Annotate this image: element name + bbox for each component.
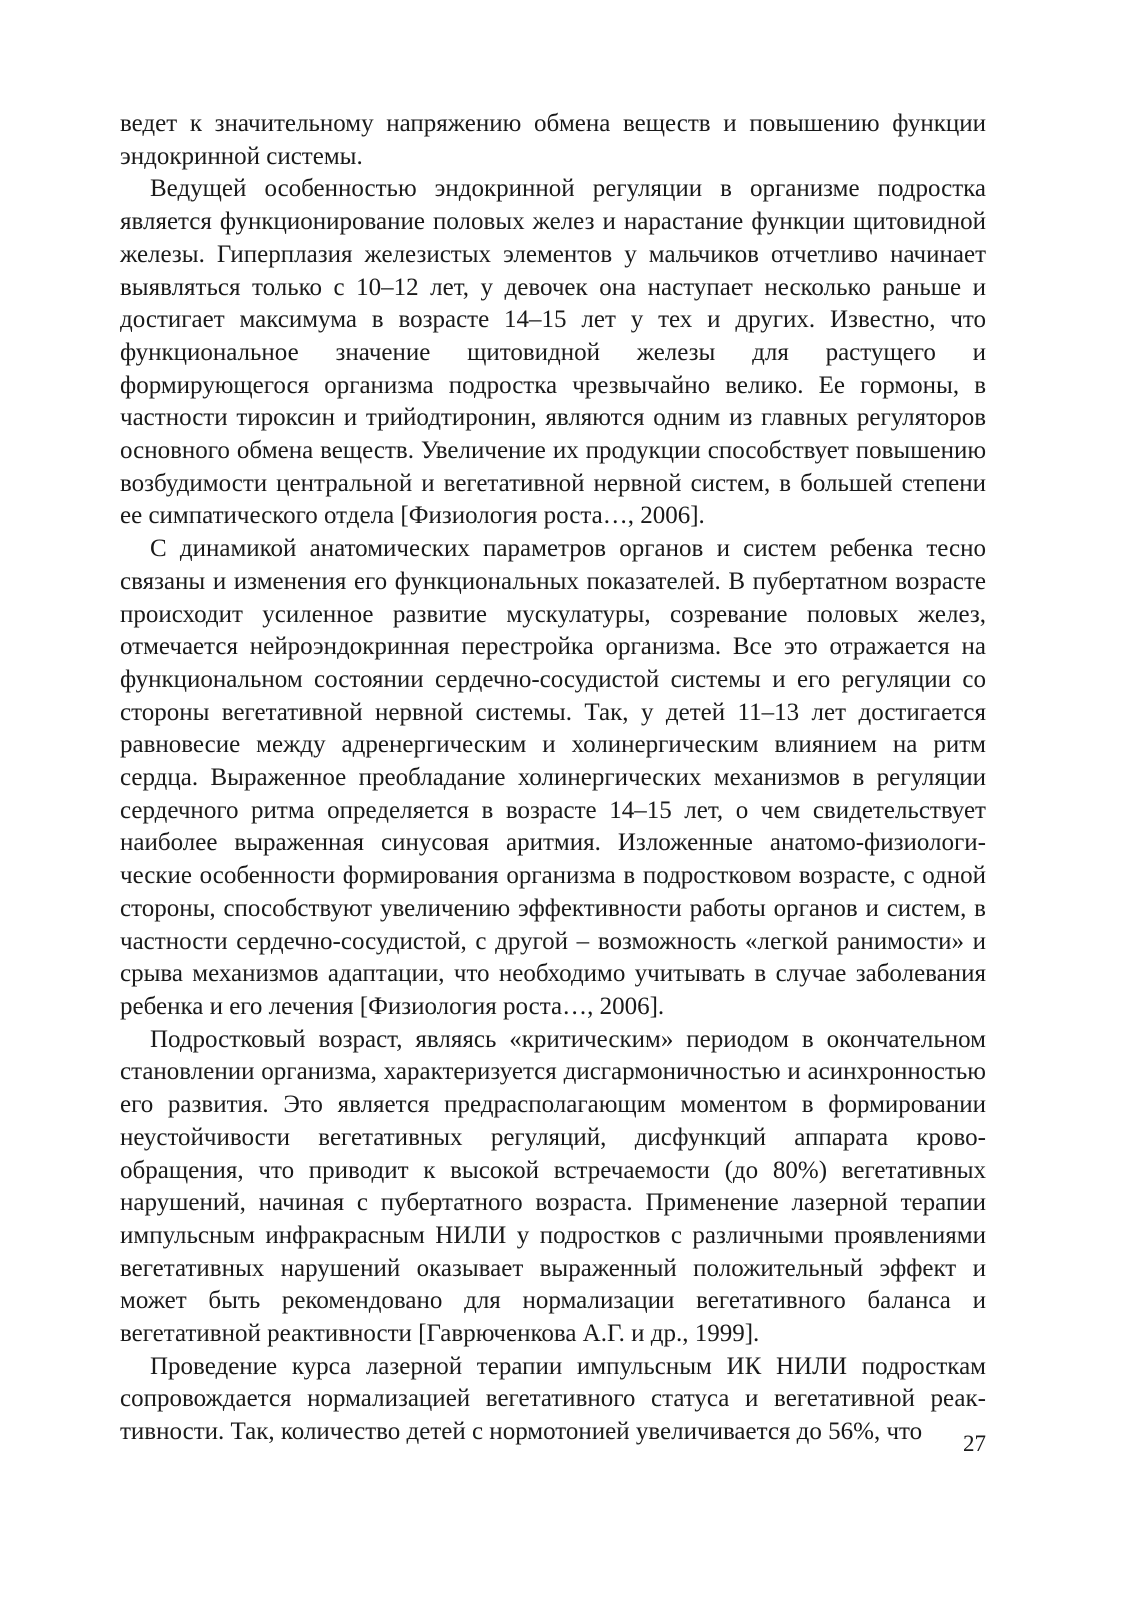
body-text (120, 108, 986, 1449)
page-number: 27 (963, 1431, 986, 1456)
paragraph-laser-therapy: Проведение курса лазерной терапии импульсным ИК НИЛИ подросткам сопровождается нормализацией вегетативного статуса и вегетативной реактивности. Так, количество детей с нормотонией увеличивается до 56%, что (120, 1352, 986, 1446)
paragraph-continuation: ведет к значительному напряжению обмена веществ и повышению функции эндокринной системы. (120, 110, 986, 170)
paragraph-anatomical-dynamics: С динамикой анатомических параметров органов и систем ребенка тесно связаны и изменения его функциональных показателей. В пубертатном возрасте происходит усиленное развитие мускулатуры, созревание половых желез, отмечается нейроэндокринная перестройка организма. Все это отражается на функциональном состоянии сердечно-сосудистой системы и его регуляции со стороны вегетативной нервной системы. Так, у детей 11–13 лет достигается равновесие между адренергическим и холинергическим влиянием на ритм сердца. Выраженное преобладание холинергических механизмов в регуляции сердечного ритма определяется в возрасте 14–15 лет, о чем свидетельствует наиболее выраженная синусовая аритмия. Изложенные анатомо-физиологические особенности формирования организма в подростковом возрасте, с одной стороны, способствуют увеличению эффективности работы органов и систем, в частности сердечно-сосудистой, с другой – возможность «легкой ранимости» и срыва механизмов адаптации, что необходимо учитывать в случае заболевания ребенка и его лечения [Физиология роста…, 2006]. (120, 535, 986, 1020)
paragraph-endocrine-regulation: Ведущей особенностью эндокринной регуляции в организме подростка является функционирование половых желез и нарастание функции щитовидной железы. Гиперплазия железистых элементов у мальчиков отчетливо начинает выявляться только с 10–12 лет, у девочек она наступает несколько раньше и достигает максимума в возрасте 14–15 лет у тех и других. Известно, что функциональное значение щитовидной железы для растущего и формирующегося организма подростка чрезвычайно велико. Ее гормоны, в частности тироксин и трийодтиронин, являются одним из главных регуляторов основного обмена веществ. Увеличение их продукции способствует повышению возбудимости центральной и вегетативной нервной систем, в большей степени ее симпатического отдела [Физиология роста…, 2006]. (120, 175, 986, 530)
paragraph-adolescent-age: Подростковый возраст, являясь «критическим» периодом в окончательном становлении организма, характеризуется дисгармоничностью и асинхронностью его развития. Это является предрасполагающим моментом в формировании неустойчивости вегетативных регуляций, дисфункций аппарата кровообращения, что приводит к высокой встречаемости (до 80%) вегетативных нарушений, начиная с пубертатного возраста. Применение лазерной терапии импульсным инфракрасным НИЛИ у подростков с различными проявлениями вегетативных нарушений оказывает выраженный положительный эффект и может быть рекомендовано для нормализации вегетативного баланса и вегетативной реактивности [Гаврюченкова А.Г. и др., 1999]. (120, 1025, 986, 1348)
